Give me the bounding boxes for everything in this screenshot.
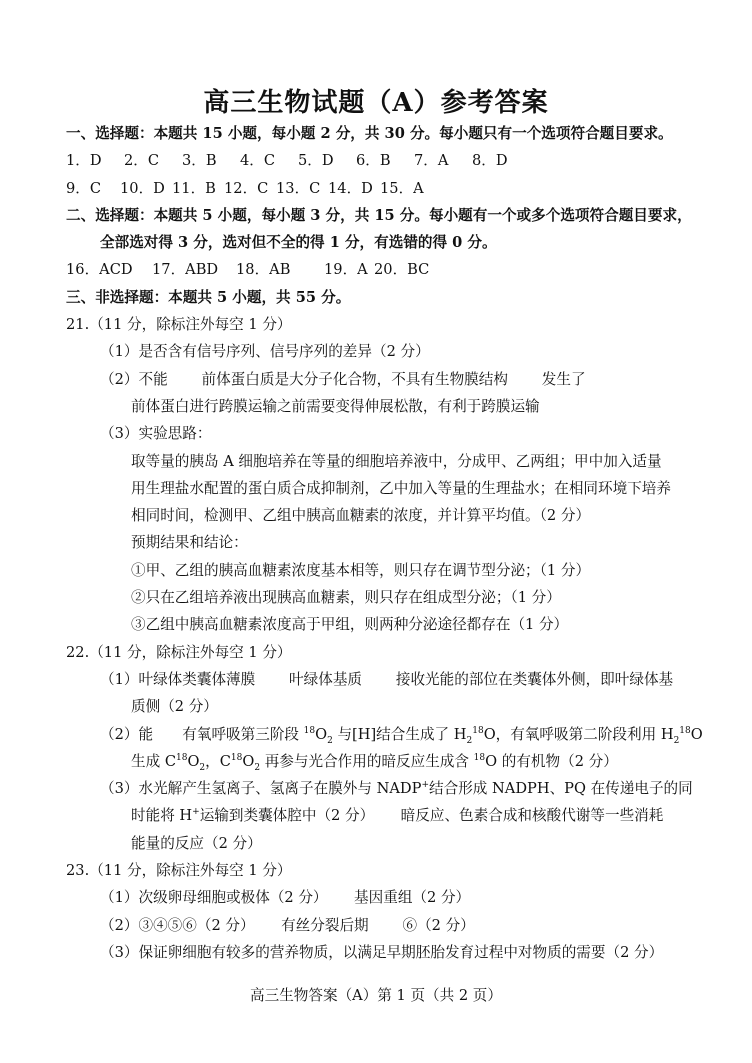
text-line (0, 939, 752, 966)
text-line (0, 721, 752, 748)
text-segment: O (242, 752, 255, 770)
text-segment: 全部选对得 3 分，选对但不全的得 1 分，有选错的得 0 分。 (100, 234, 497, 252)
text-segment: （3）水光解产生氢离子、氢离子在膜外与 NADP (100, 780, 422, 798)
text-line (0, 666, 752, 693)
text-line (0, 147, 752, 174)
subscript: 2 (673, 735, 680, 746)
text-segment: （3）保证卵细胞有较多的营养物质，以满足早期胚胎发育过程中对物质的需要（2 分） (100, 943, 664, 961)
text-line (0, 529, 752, 556)
text-segment: 质侧（2 分） (131, 698, 218, 716)
text-line (0, 802, 752, 829)
text-segment: O (187, 752, 200, 770)
answer-item: 17．ABD (152, 261, 219, 279)
text-line (0, 202, 752, 229)
text-line (0, 748, 752, 775)
answer-item: 3．B (182, 152, 217, 170)
answer-body (0, 120, 752, 966)
text-segment: （1）次级卵母细胞或极体（2 分） 基因重组（2 分） (100, 889, 471, 907)
text-segment: ③乙组中胰高血糖素浓度高于甲组，则两种分泌途径都存在（1 分） (131, 616, 569, 634)
answer-item: 11．B (172, 179, 216, 197)
answer-item: 20．BC (374, 261, 430, 279)
text-line (0, 693, 752, 720)
supscript: + (421, 780, 429, 791)
answer-item: 10．D (120, 179, 165, 197)
text-segment: 一、选择题：本题共 15 小题，每小题 2 分，共 30 分。每小题只有一个选项符合题目要求。 (66, 125, 673, 142)
text-line (0, 284, 752, 311)
text-segment: 结合形成 NADPH、PQ 在传递电子的同 (429, 780, 693, 798)
answer-item: 19．A (324, 261, 368, 279)
answer-item: 13．C (276, 179, 321, 197)
text-segment: O 的有机物（2 分） (485, 752, 618, 770)
answer-item: 2．C (124, 152, 160, 170)
text-segment: 相同时间，检测甲、乙组中胰高血糖素的浓度，并计算平均值。（2 分） (131, 507, 591, 525)
text-line (0, 475, 752, 502)
supscript: 18 (679, 725, 691, 736)
text-line (0, 884, 752, 911)
text-segment: （1）是否含有信号序列、信号序列的差异（2 分） (100, 343, 430, 361)
supscript: 18 (176, 752, 188, 763)
text-line (0, 448, 752, 475)
subscript: 2 (254, 762, 261, 773)
text-line (0, 912, 752, 939)
text-line (0, 338, 752, 365)
text-segment: 再参与光合作用的暗反应生成含 (260, 752, 474, 770)
text-segment: 运输到类囊体腔中（2 分） 暗反应、色素合成和核酸代谢等一些消耗 (199, 807, 664, 825)
answer-item: 16．ACD (66, 261, 133, 279)
text-line (0, 830, 752, 857)
answer-item: 14．D (328, 179, 373, 197)
answer-item: 8．D (472, 152, 508, 170)
answer-item: 4．C (240, 152, 276, 170)
text-line (0, 584, 752, 611)
text-line (0, 366, 752, 393)
text-segment: （2）不能 前体蛋白质是大分子化合物，不具有生物膜结构 发生了 (100, 370, 586, 388)
supscript: + (192, 807, 200, 818)
text-segment: 前体蛋白进行跨膜运输之前需要变得伸展松散，有利于跨膜运输 (131, 397, 540, 415)
text-segment: 三、非选择题：本题共 5 小题，共 55 分。 (66, 288, 351, 306)
answer-item: 18．AB (236, 261, 291, 279)
answer-item: 15．A (380, 179, 424, 197)
supscript: 18 (230, 752, 243, 763)
text-line (0, 502, 752, 529)
text-segment: 二、选择题：本题共 5 小题，每小题 3 分，共 15 分。每小题有一个或多个选项符合题目要求， (66, 206, 692, 224)
text-line (0, 311, 752, 338)
supscript: 18 (472, 725, 484, 736)
supscript: 18 (473, 752, 486, 763)
supscript: 18 (303, 725, 316, 736)
text-line (0, 120, 752, 147)
text-segment: （3）实验思路： (100, 425, 212, 443)
text-segment: 23.（11 分，除标注外每空 1 分） (66, 862, 292, 880)
text-line (0, 393, 752, 420)
text-segment: （2）③④⑤⑥（2 分） 有丝分裂后期 ⑥（2 分） (100, 916, 475, 934)
text-segment: 21.（11 分，除标注外每空 1 分） (66, 316, 292, 334)
text-segment: （2）能 有氧呼吸第三阶段 (100, 725, 304, 743)
answer-item: 1．D (66, 152, 102, 170)
subscript: 2 (199, 762, 206, 773)
answer-item: 9．C (66, 179, 102, 197)
text-segment: 预期结果和结论： (131, 534, 248, 552)
subscript: 2 (466, 735, 473, 746)
text-line (0, 229, 752, 256)
text-segment: 用生理盐水配置的蛋白质合成抑制剂，乙中加入等量的生理盐水；在相同环境下培养 (131, 479, 671, 497)
text-segment: 22.（11 分，除标注外每空 1 分） (66, 643, 292, 661)
text-line (0, 611, 752, 638)
text-line (0, 639, 752, 666)
text-segment: 与[H]结合生成了 H (332, 725, 467, 743)
text-segment: O，有氧呼吸第二阶段利用 H (483, 725, 674, 743)
answer-item: 5．D (298, 152, 334, 170)
text-line (0, 857, 752, 884)
text-segment: O (315, 725, 328, 743)
text-line (0, 256, 752, 283)
answer-item: 7．A (414, 152, 449, 170)
text-segment: ①甲、乙组的胰高血糖素浓度基本相等，则只存在调节型分泌；（1 分） (131, 561, 591, 579)
answer-item: 6．B (356, 152, 391, 170)
text-segment: （1）叶绿体类囊体薄膜 叶绿体基质 接收光能的部位在类囊体外侧，即叶绿体基 (100, 670, 674, 688)
text-segment: ，C (205, 752, 231, 770)
text-segment: 能量的反应（2 分） (131, 834, 262, 852)
text-line (0, 175, 752, 202)
document-title: 高三生物试题（A）参考答案 (203, 88, 549, 118)
subscript: 2 (327, 735, 333, 746)
text-line (0, 775, 752, 802)
page-footer: 高三生物答案（A）第 1 页（共 2 页） (250, 987, 502, 1004)
text-segment: 生成 C (131, 752, 176, 770)
text-line (0, 557, 752, 584)
answer-item: 12．C (224, 179, 269, 197)
text-segment: 取等量的胰岛 A 细胞培养在等量的细胞培养液中，分成甲、乙两组；甲中加入适量 (131, 452, 662, 470)
text-segment: 时能将 H (131, 807, 193, 825)
text-segment: ②只在乙组培养液出现胰高血糖素，则只存在组成型分泌；（1 分） (131, 589, 561, 607)
text-segment: O (690, 725, 703, 743)
text-line (0, 420, 752, 447)
